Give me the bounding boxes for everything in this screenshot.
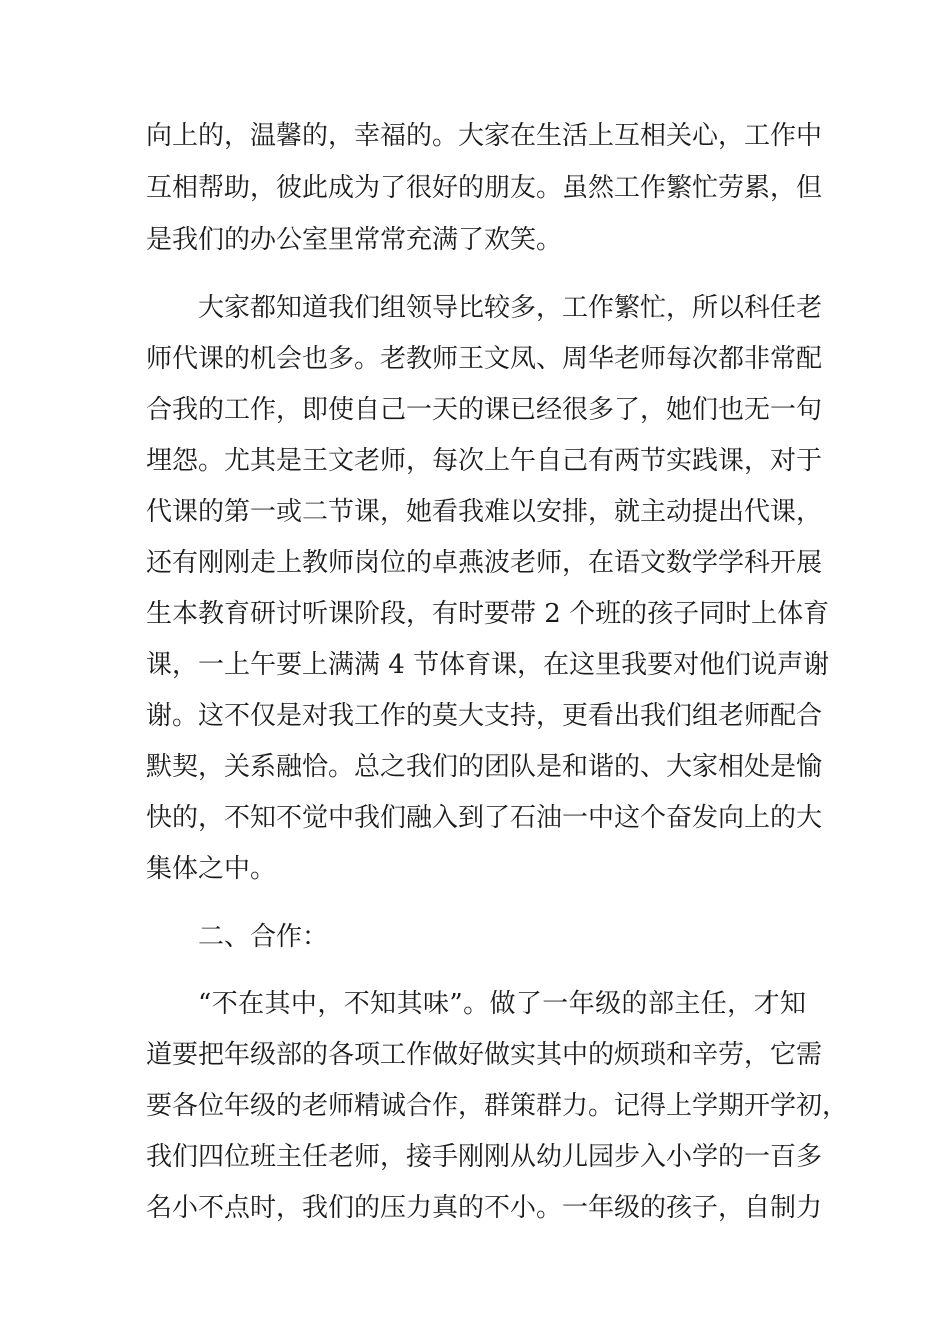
paragraph-3-line-1: “不在其中，不知其味”。做了一年级的部主任，才知 — [198, 989, 806, 1019]
paragraph-2-line-2: 师代课的机会也多。老教师王文凤、周华老师每次都非常配 — [146, 344, 823, 374]
section-heading: 二、合作： — [198, 922, 329, 952]
paragraph-2-line-4: 埋怨。尤其是王文老师，每次上午自己有两节实践课，对于 — [146, 446, 823, 476]
paragraph-3-line-3: 要各位年级的老师精诚合作，群策群力。记得上学期开学初， — [146, 1091, 849, 1121]
paragraph-2-line-6: 还有刚刚走上教师岗位的卓燕波老师，在语文数学学科开展 — [146, 548, 823, 578]
paragraph-1-line-1: 向上的，温馨的，幸福的。大家在生活上互相关心，工作中 — [146, 121, 823, 151]
paragraph-2-line-10: 默契，关系融恰。总之我们的团队是和谐的、大家相处是愉 — [146, 752, 823, 782]
paragraph-2-line-7: 生本教育研讨听课阶段，有时要带 2 个班的孩子同时上体育 — [146, 599, 830, 629]
paragraph-2-line-12: 集体之中。 — [146, 854, 277, 884]
paragraph-1-line-3: 是我们的办公室里常常充满了欢笑。 — [146, 225, 563, 255]
paragraph-2-line-3: 合我的工作，即使自己一天的课已经很多了，她们也无一句 — [146, 395, 823, 425]
paragraph-2-line-9: 谢。这不仅是对我工作的莫大支持，更看出我们组老师配合 — [146, 701, 823, 731]
paragraph-3-line-2: 道要把年级部的各项工作做好做实其中的烦琐和辛劳，它需 — [146, 1040, 823, 1070]
paragraph-2-line-5: 代课的第一或二节课，她看我难以安排，就主动提出代课， — [146, 497, 823, 527]
paragraph-3-line-5: 名小不点时，我们的压力真的不小。一年级的孩子，自制力 — [146, 1193, 823, 1223]
paragraph-1-line-2: 互相帮助，彼此成为了很好的朋友。虽然工作繁忙劳累，但 — [146, 173, 823, 203]
paragraph-3-line-4: 我们四位班主任老师，接手刚刚从幼儿园步入小学的一百多 — [146, 1142, 823, 1172]
paragraph-2-line-1: 大家都知道我们组领导比较多，工作繁忙，所以科任老 — [198, 293, 823, 323]
paragraph-2-line-11: 快的，不知不觉中我们融入到了石油一中这个奋发向上的大 — [146, 803, 823, 833]
paragraph-2-line-8: 课，一上午要上满满 4 节体育课，在这里我要对他们说声谢 — [146, 650, 830, 680]
